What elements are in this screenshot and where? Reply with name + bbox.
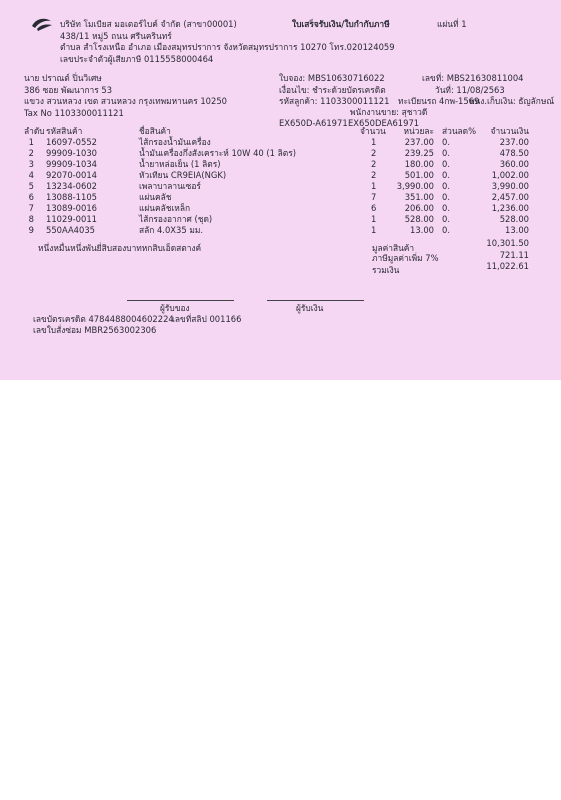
row-index: 5 [28,181,34,191]
row-discount: 0. [442,225,450,235]
receipt-sheet [0,0,561,380]
row-code: 99909-1034 [46,159,97,169]
row-name: แผ่นคลัช [139,192,172,202]
row-amount: 1,002.00 [491,170,529,180]
row-amount: 528.00 [499,214,529,224]
row-unit-price: 237.00 [404,137,434,147]
row-unit-price: 239.25 [404,148,434,158]
row-discount: 0. [442,170,450,180]
row-code: 16097-0552 [46,137,97,147]
row-qty: 1 [371,137,377,147]
vin-number: EX650D-A61971 [279,118,348,128]
row-amount: 13.00 [505,225,529,235]
row-qty: 7 [371,192,377,202]
company-logo-icon [31,16,53,32]
subtotal-value: 10,301.50 [486,238,529,248]
customer-address-1: 386 ซอย พัฒนาการ 53 [24,85,113,95]
row-index: 2 [28,148,34,158]
row-qty: 2 [371,148,377,158]
header-qty: จำนวน [360,126,386,136]
table-row [0,192,561,202]
row-qty: 1 [371,214,377,224]
document-date: วันที่: 11/08/2563 [435,85,505,95]
row-unit-price: 180.00 [404,159,434,169]
collector-signature-line [267,300,364,301]
page-number: แผ่นที่ 1 [437,19,467,29]
customer-code: รหัสลูกค้า: 1103300011121 [279,96,390,106]
row-index: 1 [28,137,34,147]
row-discount: 0. [442,148,450,158]
customer-name: นาย ปราณต์ ปิ่นวิเศษ [24,73,102,83]
row-unit-price: 3,990.00 [396,181,434,191]
row-unit-price: 501.00 [404,170,434,180]
table-row [0,203,561,213]
row-discount: 0. [442,159,450,169]
document-title: ใบเสร็จรับเงิน/ใบกำกับภาษี [292,19,390,29]
row-amount: 237.00 [499,137,529,147]
table-header [0,126,561,136]
header-index: ลำดับ [24,126,45,136]
row-name: แผ่นคลัชเหล็ก [139,203,191,213]
table-row [0,225,561,235]
amount-in-words: หนึ่งหมื่นหนึ่งพันยี่สิบสองบาทหกสิบเอ็ดสตางค์ [38,243,202,253]
row-discount: 0. [442,214,450,224]
row-name: สลัก 4.0X35 มม. [139,225,204,235]
table-row [0,148,561,158]
vat-label: ภาษีมูลค่าเพิ่ม 7% [372,253,439,263]
table-row [0,159,561,169]
company-name: บริษัท โมเบียส มอเตอร์ไบค์ จำกัด (สาขา00001) [60,19,237,29]
table-row [0,137,561,147]
row-code: 13088-1105 [46,192,97,202]
receiver-signature-line [127,300,234,301]
row-name: ไส้กรองน้ำมันเครื่อง [139,137,211,147]
row-unit-price: 351.00 [404,192,434,202]
table-row [0,181,561,191]
cashier-name: พนง.เก็บเงิน: ธัญลักษณ์ [469,96,555,106]
row-amount: 1,236.00 [491,203,529,213]
row-discount: 0. [442,203,450,213]
row-qty: 6 [371,203,377,213]
row-name: หัวเทียน CR9EIA(NGK) [139,170,227,180]
header-code: รหัสสินค้า [46,126,83,136]
row-code: 550AA4035 [46,225,95,235]
row-unit-price: 528.00 [404,214,434,224]
vat-value: 721.11 [499,250,529,260]
customer-tax-no: Tax No 1103300011121 [24,108,124,118]
table-row [0,214,561,224]
engine-number: EX650DEA61971 [348,118,420,128]
payment-condition: เงื่อนไข: ชำระด้วยบัตรเครดิต [279,85,386,95]
header-name: ชื่อสินค้า [139,126,171,136]
row-qty: 2 [371,170,377,180]
total-label: รวมเงิน [372,265,400,275]
total-value: 11,022.61 [486,261,529,271]
table-row [0,170,561,180]
row-discount: 0. [442,181,450,191]
document-number: เลขที่: MBS21630811004 [422,73,524,83]
row-code: 11029-0011 [46,214,97,224]
row-code: 13089-0016 [46,203,97,213]
credit-card-number: เลขบัตรเครดิต 4784488004602224 [33,314,174,324]
row-index: 6 [28,192,34,202]
row-amount: 478.50 [499,148,529,158]
row-unit-price: 13.00 [410,225,434,235]
row-discount: 0. [442,137,450,147]
subtotal-label: มูลค่าสินค้า [372,243,415,253]
collector-label: ผู้รับเงิน [296,303,324,313]
row-code: 99909-1030 [46,148,97,158]
slip-number: เลขที่สลิป 001166 [172,314,242,324]
row-name: น้ำยาหล่อเย็น (1 ลิตร) [139,159,221,169]
header-amount: จำนวนเงิน [490,126,529,136]
row-name: น้ำมันเครื่องกึ่งสังเคราะห์ 10W 40 (1 ลิตร) [139,148,296,158]
company-tax-id: เลขประจำตัวผู้เสียภาษี 0115558000464 [60,54,214,64]
row-qty: 2 [371,159,377,169]
row-name: ไส้กรองอากาศ (ชุด) [139,214,213,224]
row-index: 3 [28,159,34,169]
row-index: 9 [28,225,34,235]
header-discount: ส่วนลด% [442,126,477,136]
booking-number: ใบจอง: MBS10630716022 [279,73,385,83]
row-amount: 2,457.00 [491,192,529,202]
header-unit-price: หน่วยละ [403,126,434,136]
vehicle-plate: ทะเบียนรถ 4กพ-1569 [398,96,480,106]
row-amount: 360.00 [499,159,529,169]
row-code: 92070-0014 [46,170,97,180]
customer-address-2: แขวง สวนหลวง เขต สวนหลวง กรุงเทพมหานคร 10250 [24,96,227,106]
receiver-label: ผู้รับของ [160,303,190,313]
row-index: 4 [28,170,34,180]
row-code: 13234-0602 [46,181,97,191]
company-address-2: ตำบล สำโรงเหนือ อำเภอ เมืองสมุทรปราการ จังหวัดสมุทรปราการ 10270 โทร.020124059 [60,42,395,52]
company-address-1: 438/11 หมู่5 ถนน ศรีนครินทร์ [60,31,172,41]
sales-name: พนักงานขาย: สุชาวดี [350,107,428,117]
row-unit-price: 206.00 [404,203,434,213]
row-qty: 1 [371,181,377,191]
row-name: เพลาบาลานเซอร์ [139,181,201,191]
row-qty: 1 [371,225,377,235]
row-index: 7 [28,203,34,213]
row-index: 8 [28,214,34,224]
repair-order-number: เลขใบสั่งซ่อม MBR2563002306 [33,325,157,335]
row-discount: 0. [442,192,450,202]
row-amount: 3,990.00 [491,181,529,191]
